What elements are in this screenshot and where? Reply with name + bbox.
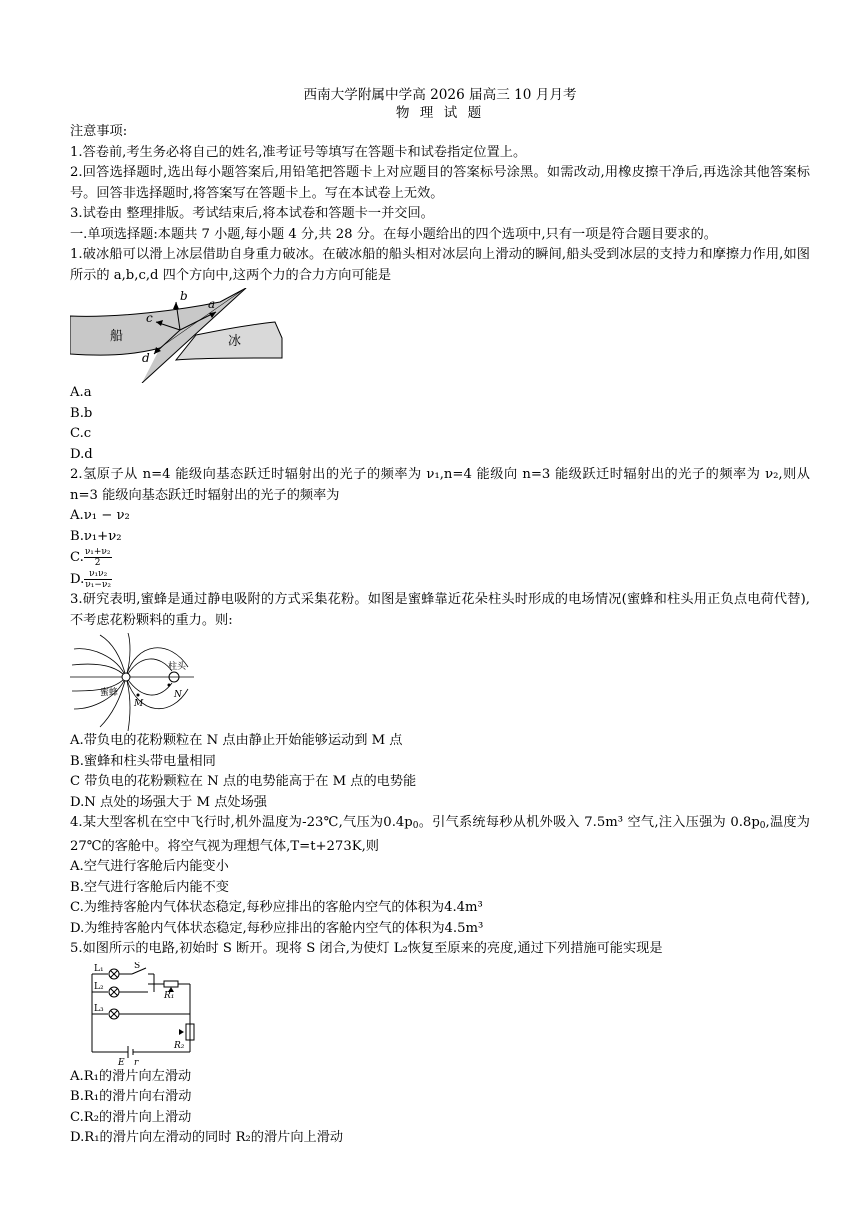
q2-option-c-label: C. [70,550,84,565]
q4-option-d: D.为维持客舱内气体状态稳定,每秒应排出的客舱内空气的体积为4.5m³ [70,920,484,936]
question-3-stem: 3.研究表明,蜜蜂是通过静电吸附的方式采集花粉。如图是蜜蜂靠近花朵柱头时形成的电场情况(蜜蜂和柱头用正负点电荷代替),不考虑花粉颗料的重力。则: [70,592,810,628]
point-n-label: N [174,690,182,700]
q1-option-a: A.a [70,385,92,400]
icebreaker-figure [70,288,310,383]
stigma-label: 柱头 [168,662,187,672]
lamp-l1-label: L₁ [94,963,104,974]
emf-e-label: E [118,1057,125,1067]
lamp-l3-label: L₃ [94,1003,104,1014]
q2-option-d-denominator: ν₁−ν₂ [85,579,111,590]
switch-s-label: S [134,961,141,971]
bee-label: 蜜蜂 [100,688,119,698]
page-subtitle: 物 理 试 题 [395,105,485,121]
q3-option-d: D.N 点处的场强大于 M 点处场强 [70,794,267,810]
ship-label: 船 [110,329,124,344]
q2-option-a: A.ν₁ − ν₂ [70,508,130,523]
q2-option-c-denominator: 2 [94,558,101,568]
question-5-stem: 5.如图所示的电路,初始时 S 断开。现将 S 闭合,为使灯 L₂恢复至原来的亮度,通过下列措施可能实现是 [70,941,663,956]
internal-r-label: r [134,1057,139,1067]
q1-option-c: C.c [70,426,92,441]
q2-option-c [70,547,810,569]
exam-page [70,86,810,1149]
section-heading: 一.单项选择题:本题共 7 小题,每小题 4 分,共 28 分。在每小题给出的四个选项中,只有一项是符合题目要求的。 [70,226,717,242]
point-m-label: M [134,699,144,709]
q4-stem-sub-2: 0 [759,821,766,831]
resistor-r2-label: R₂ [174,1040,185,1051]
q5-option-d: D.R₁的滑片向左滑动的同时 R₂的滑片向上滑动 [70,1130,344,1145]
q2-option-c-fraction [84,547,112,568]
question-1-stem: 1.破冰船可以滑上冰层借助自身重力破冰。在破冰船的船头相对冰层向上滑动的瞬间,船头受到冰层的支持力和摩擦力作用,如图所示的 a,b,c,d 四个方向中,这两个力的合力方向可能是 [70,247,810,283]
q2-option-d [70,569,810,591]
q5-option-b: B.R₁的滑片向右滑动 [70,1089,192,1104]
question-4-stem [70,813,810,857]
question-2-stem: 2.氢原子从 n=4 能级向基态跃迁时辐射出的光子的频率为 ν₁,n=4 能级向 n=3 能级跃迁时辐射出的光子的频率为 ν₂,则从 n=3 能级向基态跃迁时辐射出的光子的频率为 [70,467,810,503]
q4-option-a: A.空气进行客舱后内能变小 [70,859,229,874]
circuit-figure [70,962,205,1067]
arrow-a-label: a [208,297,216,311]
arrow-c-label: c [146,311,153,325]
q4-stem-part-1: 4.某大型客机在空中飞行时,机外温度为-23℃,气压为0.4p [70,815,413,830]
q2-option-b: B.ν₁+ν₂ [70,528,122,544]
page-title: 西南大学附属中学高 2026 届高三 10 月月考 [303,87,577,103]
q4-option-b: B.空气进行客舱后内能不变 [70,879,229,895]
resistor-r1-label: R₁ [164,990,175,1001]
q1-option-d: D.d [70,446,93,462]
electric-field-figure [70,633,195,731]
q4-option-c: C.为维持客舱内气体状态稳定,每秒应排出的客舱内空气的体积为4.4m³ [70,900,483,915]
q2-option-d-numerator: ν₁ν₂ [84,569,112,580]
notice-item-1: 1.答卷前,考生务必将自己的姓名,准考证号等填写在答题卡和试卷指定位置上。 [70,144,527,160]
q3-option-a: A.带负电的花粉颗粒在 N 点由静止开始能够运动到 M 点 [70,733,403,748]
notice-item-3: 3.试卷由 整理排版。考试结束后,将本试卷和答题卡一并交回。 [70,206,434,221]
q3-option-b: B.蜜蜂和柱头带电量相同 [70,753,216,769]
notice-item-2: 2.回答选择题时,选出每小题答案后,用铅笔把答题卡上对应题目的答案标号涂黑。如需改动,用橡皮擦干净后,再选涂其他答案标号。回答非选择题时,将答案写在答题卡上。写在本试卷上无效。 [70,165,810,201]
q2-option-d-label: D. [70,571,85,587]
q5-option-a: A.R₁的滑片向左滑动 [70,1068,192,1084]
q5-option-c: C.R₂的滑片向上滑动 [70,1109,192,1125]
arrow-b-label: b [180,289,188,303]
q1-option-b: B.b [70,405,93,421]
q3-option-c: C 带负电的花粉颗粒在 N 点的电势能高于在 M 点的电势能 [70,774,417,789]
ice-label: 冰 [228,334,242,349]
arrow-d-label: d [142,351,150,365]
q4-stem-part-3: ,温度为 27℃的客舱中。将空气视为理想气体,T=t+273K,则 [70,815,810,854]
q4-stem-part-2: 。引气系统每秒从机外吸入 7.5m³ 空气,注入压强为 0.8p [418,815,760,830]
lamp-l2-label: L₂ [94,981,104,992]
notice-heading: 注意事项: [70,124,128,139]
q2-option-d-fraction [84,569,112,590]
q2-option-c-numerator: ν₁+ν₂ [84,547,111,557]
q4-stem-sub-1: 0 [412,821,419,831]
